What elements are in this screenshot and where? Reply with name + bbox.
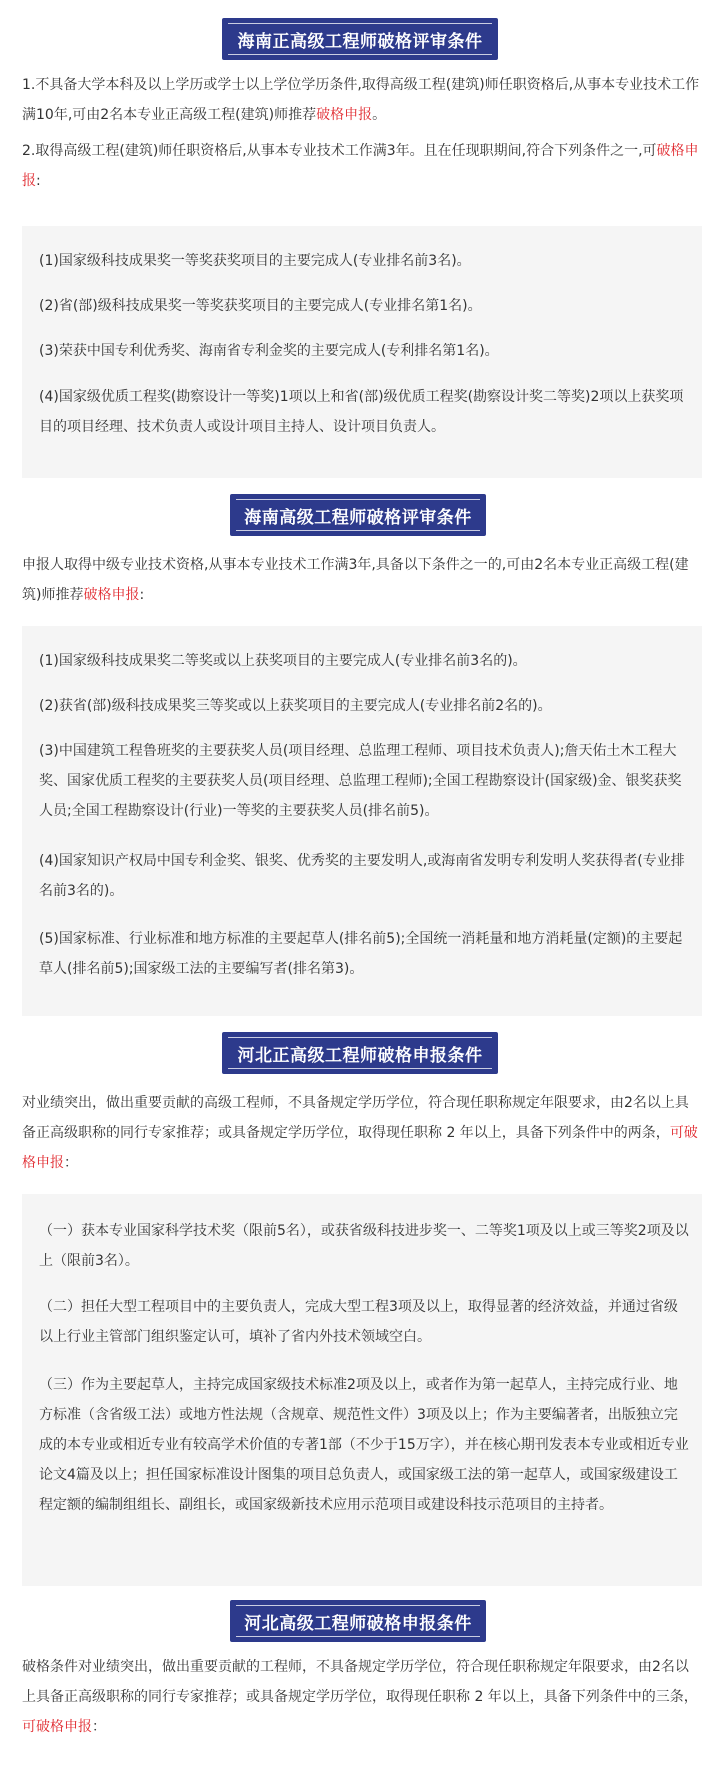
condition-list-box — [22, 226, 702, 478]
highlight-text: 破格申报 — [22, 143, 699, 189]
list-item: （三）作为主要起草人，主持完成国家级技术标准2项及以上，或者作为第一起草人，主持完成行业、地方标准（含省级工法）或地方性法规（含规章、规范性文件）3项及以上；作为主要编著者，出版独立完成的本专业或相近专业有较高学术价值的专著1部（不少于15万字），并在核心期刊发表本专业或相近专业论文4篇及以上；担任国家标准设计图集的项目总负责人，或国家级工法的第一起草人，或国家级建设工程定额的编制组组长、副组长，或国家级新技术应用示范项目或建设科技示范项目的主持者。 — [39, 1377, 689, 1513]
highlight-text: 破格申报 — [83, 587, 140, 603]
section-title-hainan-senior-professor — [222, 18, 498, 60]
paragraph: 申报人取得中级专业技术资格,从事本专业技术工作满3年,具备以下条件之一的,可由2名本专业正高级工程(建筑)师推荐破格申报: — [22, 557, 689, 603]
section-title-hebei-senior — [230, 1600, 486, 1642]
list-item: (2)省(部)级科技成果奖一等奖获奖项目的主要完成人(专业排名第1名)。 — [39, 298, 482, 314]
list-item: (4)国家级优质工程奖(勘察设计一等奖)1项以上和省(部)级优质工程奖(勘察设计奖二等奖)2项以上获奖项目的项目经理、技术负责人或设计项目主持人、设计项目负责人。 — [39, 389, 684, 435]
section-title-hainan-senior — [230, 494, 486, 536]
list-item: (4)国家知识产权局中国专利金奖、银奖、优秀奖的主要发明人,或海南省发明专利发明人奖获得者(专业排名前3名的)。 — [39, 853, 685, 899]
paragraph: 破格条件对业绩突出，做出重要贡献的工程师，不具备规定学历学位，符合现任职称规定年限要求，由2名以上具备正高级职称的同行专家推荐；或具备规定学历学位，取得现任职称 2 年以上，具备下列条件中的三条，可破格申报： — [22, 1659, 698, 1735]
section-title-text: 河北高级工程师破格申报条件 — [244, 1613, 472, 1634]
list-item: (2)获省(部)级科技成果奖三等奖或以上获奖项目的主要完成人(专业排名前2名的)。 — [39, 698, 552, 714]
list-item: （二）担任大型工程项目中的主要负责人，完成大型工程3项及以上，取得显著的经济效益，并通过省级以上行业主管部门组织鉴定认可，填补了省内外技术领域空白。 — [39, 1299, 678, 1345]
highlight-text: 破格申报 — [316, 107, 373, 123]
paragraph: 1.不具备大学本科及以上学历或学士以上学位学历条件,取得高级工程(建筑)师任职资格后,从事本专业技术工作满10年,可由2名本专业正高级工程(建筑)师推荐破格申报。 — [22, 77, 700, 123]
list-item: （一）获本专业国家科学技术奖（限前5名），或获省级科技进步奖一、二等奖1项及以上或三等奖2项及以上（限前3名）。 — [39, 1223, 689, 1269]
section-title-hebei-senior-professor — [222, 1032, 498, 1074]
paragraph: 对业绩突出，做出重要贡献的高级工程师，不具备规定学历学位，符合现任职称规定年限要求，由2名以上具备正高级职称的同行专家推荐；或具备规定学历学位，取得现任职称 2 年以上，具备下列条件中的两条，可破格申报： — [22, 1095, 698, 1171]
list-item: (1)国家级科技成果奖一等奖获奖项目的主要完成人(专业排名前3名)。 — [39, 253, 471, 269]
section-title-text: 海南正高级工程师破格评审条件 — [237, 31, 483, 52]
section-title-text: 海南高级工程师破格评审条件 — [244, 507, 472, 528]
condition-list-box — [22, 626, 702, 1016]
list-item: (5)国家标准、行业标准和地方标准的主要起草人(排名前5);全国统一消耗量和地方消耗量(定额)的主要起草人(排名前5);国家级工法的主要编写者(排名第3)。 — [39, 931, 683, 977]
section-title-text: 河北正高级工程师破格申报条件 — [237, 1045, 483, 1066]
list-item: (3)中国建筑工程鲁班奖的主要获奖人员(项目经理、总监理工程师、项目技术负责人);詹天佑土木工程大奖、国家优质工程奖的主要获奖人员(项目经理、总监理工程师);全国工程勘察设计(国家级)金、银奖获奖人员;全国工程勘察设计(行业)一等奖的主要获奖人员(排名前5)。 — [39, 743, 682, 819]
paragraph: 2.取得高级工程(建筑)师任职资格后,从事本专业技术工作满3年。且在任现职期间,符合下列条件之一,可破格申报: — [22, 143, 699, 189]
list-item: (3)荣获中国专利优秀奖、海南省专利金奖的主要完成人(专利排名第1名)。 — [39, 343, 499, 359]
highlight-text: 可破格申报 — [22, 1719, 92, 1735]
highlight-text: 可破格申报 — [22, 1125, 698, 1171]
condition-list-box — [22, 1194, 702, 1586]
list-item: (1)国家级科技成果奖二等奖或以上获奖项目的主要完成人(专业排名前3名的)。 — [39, 653, 527, 669]
